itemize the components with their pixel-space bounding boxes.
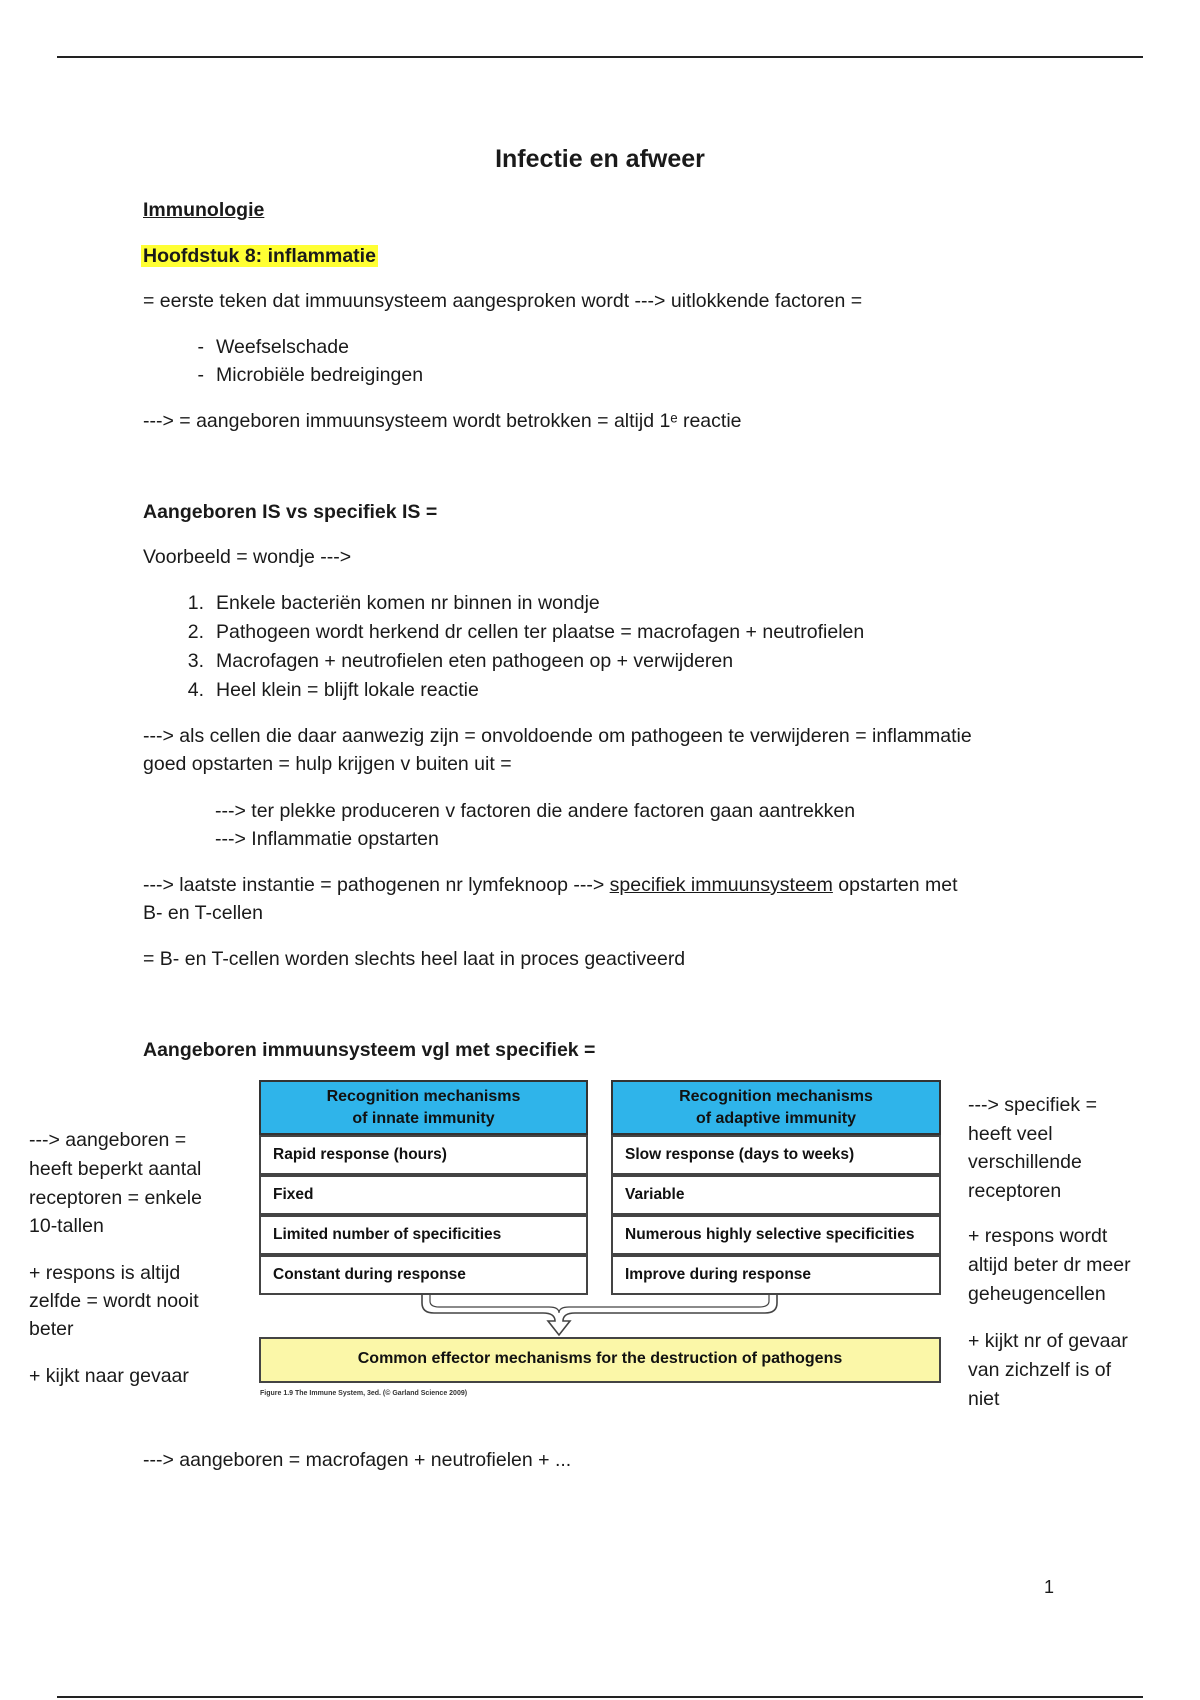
innate-line: ---> = aangeboren immuunsysteem wordt betrokken = altijd 1ᵉ reactie (143, 410, 742, 432)
subject-heading: Immunologie (143, 199, 265, 221)
innate-row: Fixed (259, 1175, 588, 1215)
closing-line: ---> aangeboren = macrofagen + neutrofielen + ... (143, 1449, 572, 1471)
adaptive-row: Improve during response (611, 1255, 941, 1295)
paragraph-line: B- en T-cellen (143, 902, 263, 924)
innate-row: Rapid response (hours) (259, 1135, 588, 1175)
section-heading: Aangeboren immuunsysteem vgl met specifiek = (143, 1039, 596, 1061)
merge-bracket (422, 1295, 777, 1335)
left-note: zelfde = wordt nooit (29, 1290, 199, 1312)
right-note: altijd beter dr meer (968, 1254, 1131, 1276)
innate-header: Recognition mechanisms of innate immunity (259, 1080, 588, 1135)
merge-bracket-inner (430, 1295, 769, 1313)
adaptive-header: Recognition mechanisms of adaptive immunity (611, 1080, 941, 1135)
right-note: van zichzelf is of (968, 1359, 1112, 1381)
right-note: + kijkt nr of gevaar (968, 1330, 1128, 1352)
right-note: ---> specifiek = (968, 1094, 1097, 1116)
paragraph-line: = B- en T-cellen worden slechts heel laat in proces geactiveerd (143, 948, 686, 970)
specifiek-immuunsysteem-link: specifiek immuunsysteem (609, 874, 833, 896)
paragraph-line: ---> als cellen die daar aanwezig zijn = onvoldoende om pathogeen te verwijderen = inflammatie (143, 725, 972, 747)
right-note: + respons wordt (968, 1225, 1108, 1247)
page-title: Infectie en afweer (495, 145, 705, 173)
right-note: receptoren (968, 1180, 1062, 1202)
adaptive-row: Variable (611, 1175, 941, 1215)
merge-arrow-graphic (259, 1293, 941, 1337)
left-note: + respons is altijd (29, 1262, 181, 1284)
left-note: beter (29, 1318, 74, 1340)
right-note: niet (968, 1388, 1000, 1410)
top-rule (57, 56, 1143, 58)
right-note: heeft veel (968, 1123, 1053, 1145)
intro-text: = eerste teken dat immuunsysteem aangesproken wordt ---> uitlokkende factoren = (143, 290, 863, 312)
left-note: 10-tallen (29, 1215, 104, 1237)
chapter-heading (141, 242, 378, 270)
bottom-rule (57, 1696, 1143, 1698)
innate-row: Limited number of specificities (259, 1215, 588, 1255)
chapter-highlight: Hoofdstuk 8: inflammatie (143, 245, 376, 267)
sub-point: ---> ter plekke produceren v factoren die andere factoren gaan aantrekken (215, 800, 856, 822)
right-note: verschillende (968, 1151, 1082, 1173)
sub-point: ---> Inflammatie opstarten (215, 828, 439, 850)
right-note: geheugencellen (968, 1283, 1106, 1305)
left-note: receptoren = enkele (29, 1187, 202, 1209)
figure-caption: Figure 1.9 The Immune System, 3ed. (© Garland Science 2009) (260, 1390, 468, 1397)
left-note: + kijkt naar gevaar (29, 1365, 189, 1387)
adaptive-row: Numerous highly selective specificities (611, 1215, 941, 1255)
section-heading: Aangeboren IS vs specifiek IS = (143, 501, 438, 523)
innate-row: Constant during response (259, 1255, 588, 1295)
paragraph-line: ---> laatste instantie = pathogenen nr lymfeknoop ---> specifiek immuunsysteem opstarten met (143, 874, 958, 896)
adaptive-row: Slow response (days to weeks) (611, 1135, 941, 1175)
left-note: ---> aangeboren = (29, 1129, 187, 1151)
effector-box: Common effector mechanisms for the destruction of pathogens (259, 1337, 941, 1383)
left-note: heeft beperkt aantal (29, 1158, 202, 1180)
page-number: 1 (1044, 1577, 1055, 1597)
paragraph-line: goed opstarten = hulp krijgen v buiten uit = (143, 753, 512, 775)
example-text: Voorbeeld = wondje ---> (143, 546, 352, 568)
